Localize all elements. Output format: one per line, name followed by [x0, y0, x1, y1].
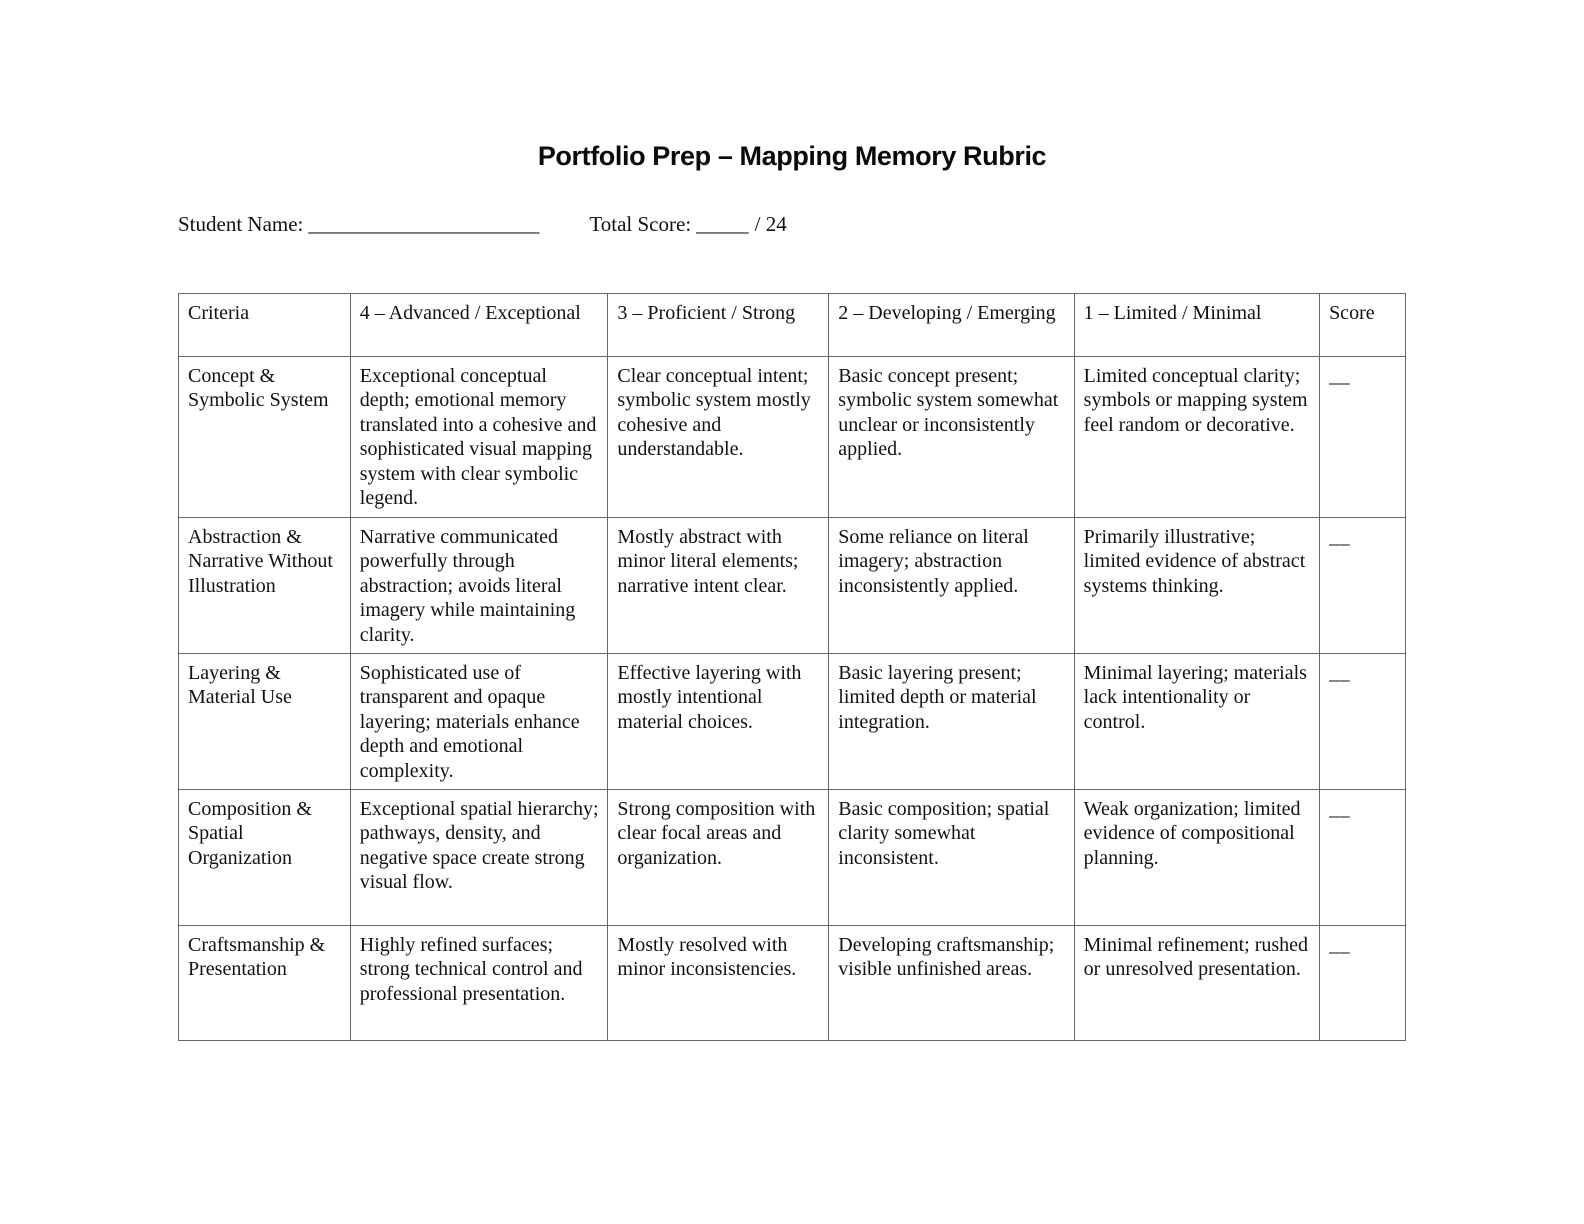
table-row	[179, 789, 1406, 925]
proficient-cell: Clear conceptual intent; symbolic system mostly cohesive and understandable.	[608, 357, 829, 518]
total-score-blank: _____	[696, 212, 749, 236]
limited-cell: Primarily illustrative; limited evidence of abstract systems thinking.	[1074, 518, 1319, 654]
proficient-cell: Effective layering with mostly intentional material choices.	[608, 653, 829, 789]
advanced-cell: Sophisticated use of transparent and opaque layering; materials enhance depth and emotional complexity.	[350, 653, 608, 789]
score-blank-cell: __	[1320, 789, 1406, 925]
rubric-table	[178, 293, 1406, 1041]
header-cell-limited: 1 – Limited / Minimal	[1074, 294, 1319, 357]
total-score-label: Total Score:	[589, 212, 692, 236]
table-row	[179, 925, 1406, 1040]
proficient-cell: Strong composition with clear focal areas and organization.	[608, 789, 829, 925]
criteria-cell: Craftsmanship & Presentation	[179, 925, 351, 1040]
advanced-cell: Narrative communicated powerfully through abstraction; avoids literal imagery while maintaining clarity.	[350, 518, 608, 654]
criteria-cell: Layering & Material Use	[179, 653, 351, 789]
header-cell-advanced: 4 – Advanced / Exceptional	[350, 294, 608, 357]
header-cell-score: Score	[1320, 294, 1406, 357]
developing-cell: Basic layering present; limited depth or material integration.	[829, 653, 1074, 789]
header-cell-proficient: 3 – Proficient / Strong	[608, 294, 829, 357]
header-row	[179, 294, 1406, 357]
proficient-cell: Mostly resolved with minor inconsistencies.	[608, 925, 829, 1040]
table-row	[179, 518, 1406, 654]
limited-cell: Minimal layering; materials lack intentionality or control.	[1074, 653, 1319, 789]
limited-cell: Limited conceptual clarity; symbols or mapping system feel random or decorative.	[1074, 357, 1319, 518]
developing-cell: Basic composition; spatial clarity somewhat inconsistent.	[829, 789, 1074, 925]
limited-cell: Minimal refinement; rushed or unresolved presentation.	[1074, 925, 1319, 1040]
developing-cell: Some reliance on literal imagery; abstraction inconsistently applied.	[829, 518, 1074, 654]
student-name-label: Student Name:	[178, 212, 304, 236]
score-blank-cell: __	[1320, 925, 1406, 1040]
table-row	[179, 653, 1406, 789]
advanced-cell: Highly refined surfaces; strong technical control and professional presentation.	[350, 925, 608, 1040]
criteria-cell: Composition & Spatial Organization	[179, 789, 351, 925]
score-blank-cell: __	[1320, 653, 1406, 789]
advanced-cell: Exceptional spatial hierarchy; pathways, density, and negative space create strong visual flow.	[350, 789, 608, 925]
header-cell-criteria: Criteria	[179, 294, 351, 357]
criteria-cell: Concept & Symbolic System	[179, 357, 351, 518]
criteria-cell: Abstraction & Narrative Without Illustration	[179, 518, 351, 654]
page-title: Portfolio Prep – Mapping Memory Rubric	[537, 141, 1047, 171]
developing-cell: Developing craftsmanship; visible unfinished areas.	[829, 925, 1074, 1040]
total-score-suffix: / 24	[754, 212, 787, 236]
developing-cell: Basic concept present; symbolic system somewhat unclear or inconsistently applied.	[829, 357, 1074, 518]
header-cell-developing: 2 – Developing / Emerging	[829, 294, 1074, 357]
table-row	[179, 357, 1406, 518]
info-row	[178, 212, 1406, 237]
student-name-field	[178, 212, 539, 237]
score-blank-cell: __	[1320, 518, 1406, 654]
limited-cell: Weak organization; limited evidence of compositional planning.	[1074, 789, 1319, 925]
advanced-cell: Exceptional conceptual depth; emotional memory translated into a cohesive and sophisticated visual mapping system with clear symbolic legend.	[350, 357, 608, 518]
total-score-field	[589, 212, 786, 237]
proficient-cell: Mostly abstract with minor literal elements; narrative intent clear.	[608, 518, 829, 654]
student-name-blank: ______________________	[308, 212, 540, 236]
score-blank-cell: __	[1320, 357, 1406, 518]
